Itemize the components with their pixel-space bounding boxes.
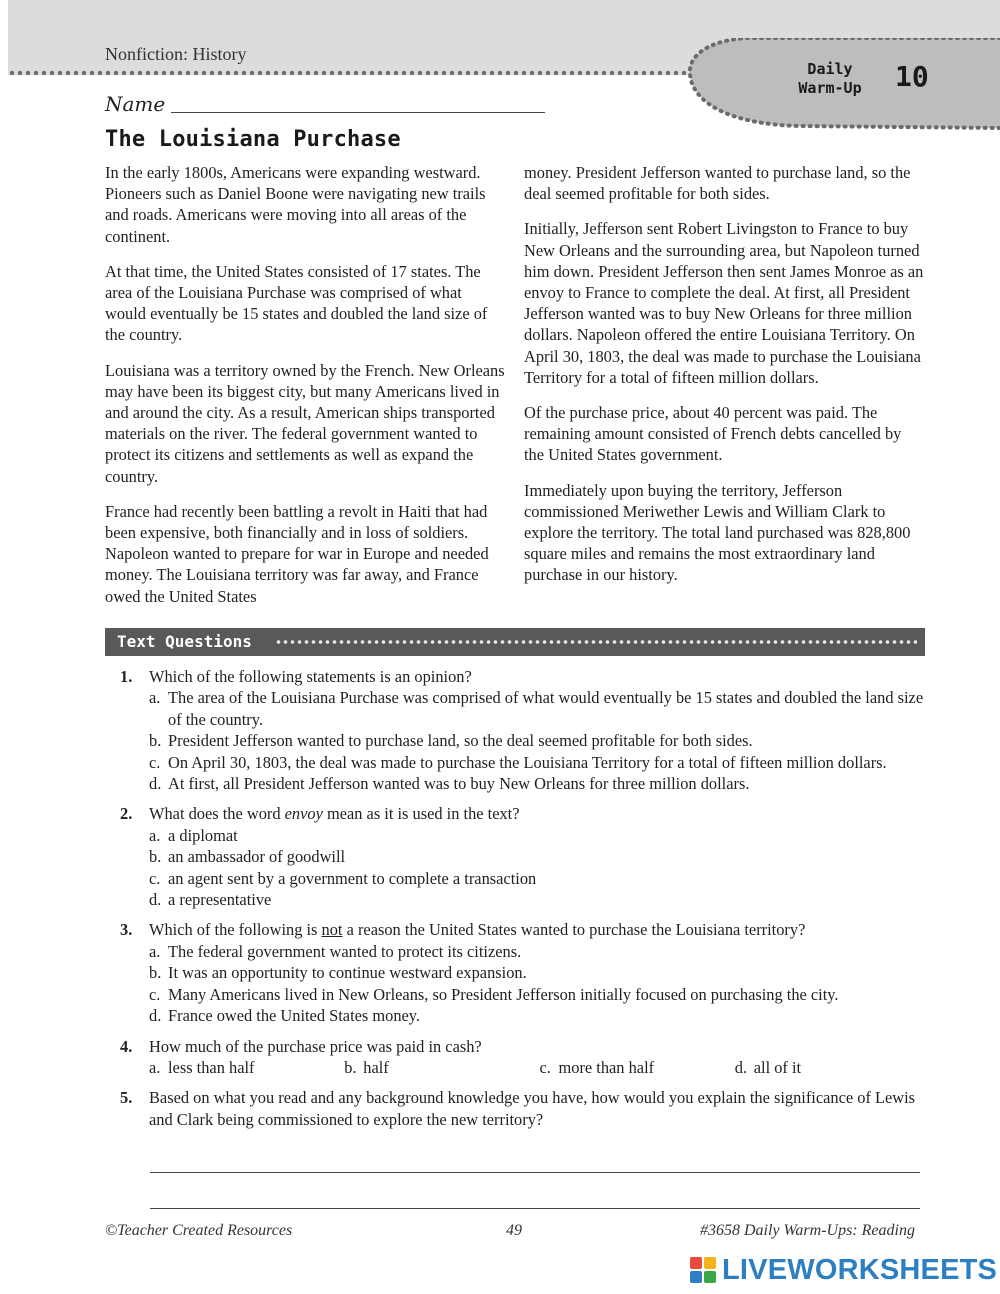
answer-option[interactable] [149,752,930,773]
passage-paragraph: money. President Jefferson wanted to purchase land, so the deal seemed profitable for both sides. [524,163,911,204]
answer-line[interactable] [150,1208,920,1209]
question-emphasis-word: envoy [284,804,323,824]
answer-option[interactable] [149,1005,930,1026]
liveworksheets-text: LIVEWORKSHEETS [722,1253,998,1286]
option-text: an agent sent by a government to complete a transaction [168,868,537,888]
option-text: a representative [168,890,272,910]
name-underline[interactable] [171,112,545,113]
option-letter: c. [149,752,161,772]
passage-left-column [105,162,505,621]
option-text: The federal government wanted to protect its citizens. [168,941,522,961]
passage-paragraph: In the early 1800s, Americans were expanding westward. Pioneers such as Daniel Boone were navigating new trails and roads. Americans were moving into all areas of the continent. [105,163,486,246]
option-letter: c. [539,1057,551,1077]
badge-line-1: Daily [807,60,853,78]
option-letter: d. [149,774,162,794]
option-letter: a. [149,1057,161,1077]
section-dotted-rule [275,639,917,645]
answer-option[interactable] [149,846,930,867]
option-text: It was an opportunity to continue westward expansion. [168,963,527,983]
answer-option[interactable] [149,889,930,910]
option-letter: d. [149,1006,162,1026]
passage-paragraph: Initially, Jefferson sent Robert Livingston to France to buy New Orleans and the surrounding area, but Napoleon turned him down. President Jefferson then sent James Monroe as an envoy to France to complete the deal. At first, all President Jefferson wanted was to buy New Orleans for three million dollars. Napoleon offered the entire Louisiana Territory. On April 30, 1803, the deal was made to purchase the Louisiana Territory for a total of fifteen million dollars. [524,219,924,387]
option-letter: b. [149,847,162,867]
option-text: The area of the Louisiana Purchase was comprised of what would eventually be 15 states and doubled the land size of the country. [168,688,924,729]
passage-paragraph: France had recently been battling a revolt in Haiti that had been expensive, both financially and in loss of soldiers. Napoleon wanted to prepare for war in Europe and needed money. The Louisiana territory was far away, and France owed the United States [105,501,489,606]
answer-option[interactable] [149,773,930,794]
badge-number: 10 [895,60,929,93]
answer-option[interactable] [149,868,930,889]
option-letter: b. [149,963,162,983]
liveworksheets-logo-icon [690,1257,716,1283]
answer-options-row [149,1057,930,1078]
option-letter: d. [149,890,162,910]
option-letter: c. [149,868,161,888]
option-text: On April 30, 1803, the deal was made to purchase the Louisiana Territory for a total of fifteen million dollars. [168,752,887,772]
badge-line-2: Warm-Up [798,79,862,97]
option-text: more than half [558,1057,655,1077]
text-questions-bar [105,628,925,656]
question-4 [120,1036,930,1079]
question-text-part: mean as it is used in the text? [322,804,520,824]
answer-line[interactable] [150,1172,920,1173]
option-letter: c. [149,984,161,1004]
question-text: Which of the following statements is an opinion? [149,667,472,686]
option-text: half [363,1057,389,1077]
question-3 [120,919,930,1026]
liveworksheets-watermark [690,1252,997,1288]
questions-list [120,666,930,1139]
option-letter: b. [344,1057,357,1077]
option-letter: a. [149,825,161,845]
option-text: President Jefferson wanted to purchase land, so the deal seemed profitable for both sides. [168,731,753,751]
option-text: a diplomat [168,825,238,845]
option-text: all of it [753,1057,802,1077]
passage-paragraph: At that time, the United States consisted of 17 states. The area of the Louisiana Purchase was comprised of what would eventually be 15 states and doubled the land size of the country. [105,261,488,345]
passage-paragraph: Immediately upon buying the territory, Jefferson commissioned Meriwether Lewis and William Clark to explore the territory. The total land purchased was 828,800 square miles and remains the most extraordinary land purchase in our history. [524,480,911,585]
header-dotted-rule [8,70,708,76]
answer-option[interactable] [149,941,930,962]
answer-option[interactable] [149,984,930,1005]
question-number: 1. [120,667,133,686]
question-text: Based on what you read and any background knowledge you have, how would you explain the significance of Lewis and Clark being commissioned to explore the new territory? [149,1088,916,1129]
question-number: 5. [120,1088,133,1108]
name-field[interactable] [105,92,545,116]
badge-title [770,60,890,98]
footer-book-title: #3658 Daily Warm-Ups: Reading [700,1222,915,1239]
question-number: 2. [120,804,133,824]
option-text: an ambassador of goodwill [168,847,346,867]
answer-option[interactable] [735,1057,930,1078]
option-letter: a. [149,688,161,708]
question-2 [120,803,930,910]
option-letter: d. [734,1057,748,1077]
option-text: less than half [168,1057,255,1077]
answer-option[interactable] [149,825,930,846]
option-text: Many Americans lived in New Orleans, so President Jefferson initially focused on purchasing the city. [168,984,839,1004]
option-text: France owed the United States money. [168,1006,421,1026]
answer-option[interactable] [149,1057,344,1078]
question-number: 3. [120,920,133,940]
option-letter: a. [149,941,161,961]
page-title: The Louisiana Purchase [105,127,401,152]
question-5 [120,1087,930,1130]
answer-option[interactable] [149,687,930,730]
passage-right-column [524,162,924,600]
question-text: How much of the purchase price was paid in cash? [149,1036,482,1056]
question-underlined-word: not [321,920,343,940]
passage-paragraph: Louisiana was a territory owned by the French. New Orleans may have been its biggest city, but many Americans lived in and around the city. As a result, American ships transported materials on the river. The federal government wanted to protect its citizens and settlements as well as expand the country. [105,360,505,486]
section-title: Text Questions [117,632,252,651]
option-text: At first, all President Jefferson wanted was to buy New Orleans for three million dollars. [168,774,750,794]
question-1 [120,666,930,794]
answer-option[interactable] [149,730,930,751]
option-letter: b. [149,731,162,751]
question-text-part: Which of the following is [149,920,322,940]
question-text-part: What does the word [149,804,285,824]
category-label: Nonfiction: History [105,44,247,64]
answer-option[interactable] [149,962,930,983]
answer-option[interactable] [344,1057,539,1078]
footer-copyright: ©Teacher Created Resources [105,1222,293,1239]
name-label: Name [105,92,166,116]
question-text [149,803,520,824]
answer-option[interactable] [540,1057,735,1078]
question-text-part: a reason the United States wanted to purchase the Louisiana territory? [342,920,806,940]
footer-page-number: 49 [506,1222,522,1239]
question-text [149,919,805,940]
question-number: 4. [120,1036,133,1056]
passage-paragraph: Of the purchase price, about 40 percent was paid. The remaining amount consisted of French debts cancelled by the United States government. [524,403,902,465]
